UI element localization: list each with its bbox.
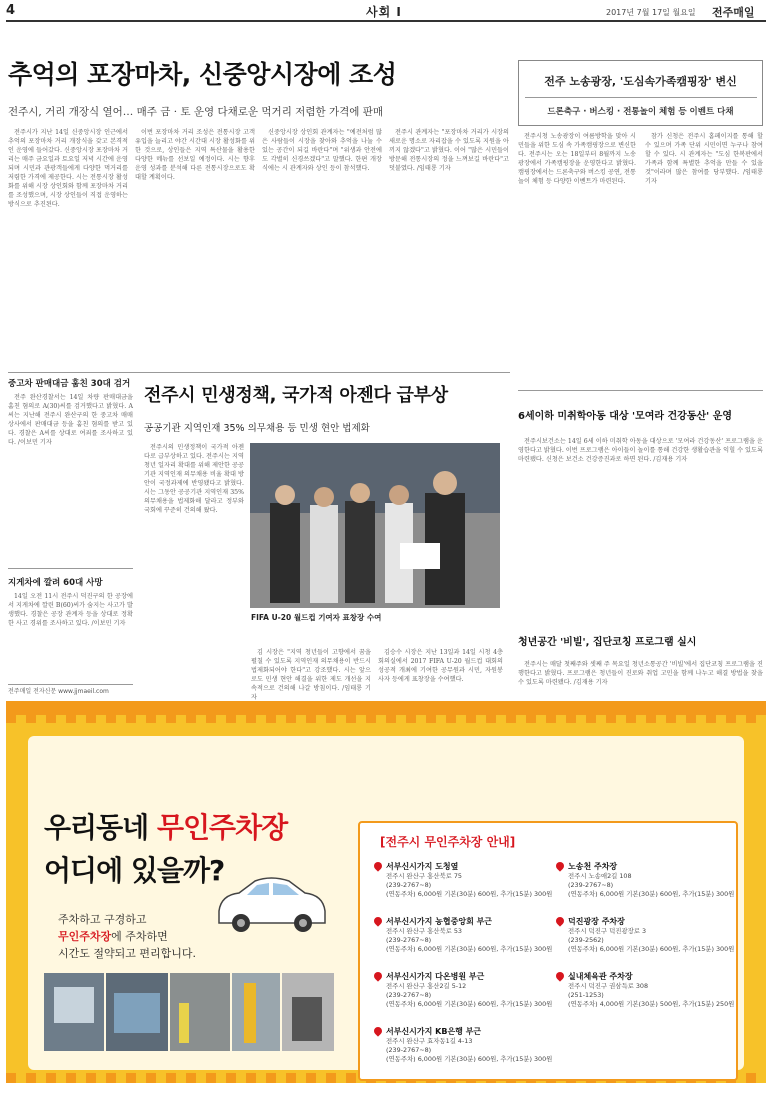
ad-pitch-highlight: 무인주차장: [58, 930, 112, 943]
issue-date: 2017년 7월 17일 월요일: [606, 8, 696, 17]
lot-name: 노송천 주차장: [556, 861, 756, 872]
paper-name: 전주매일: [712, 6, 755, 19]
lot-phone: (251-1253): [568, 991, 604, 999]
lot-phone: (239-2767~8): [386, 881, 432, 889]
parking-advertisement: [6, 701, 766, 1083]
box-story-subhead: 드론축구 · 버스킹 · 전통놀이 체험 등 이벤트 다채: [547, 107, 734, 117]
page-number: 4: [6, 3, 16, 18]
lot-name: 실내체육관 주차장: [556, 971, 756, 982]
masthead: [6, 2, 766, 22]
lot-phone: (239-2767~8): [568, 881, 614, 889]
main-story-col-4: 전주시 관계자는 "포장마차 거리가 시장의 새로운 명소로 자리잡을 수 있도록 지원을 아끼지 않겠다"고 밝혔다. 이어 "많은 시민들이 방문해 전통시장의 정을 느껴보길 바란다"고 덧붙였다. /임태룡 기자: [389, 129, 509, 172]
ad-headline-plain: 우리동네: [44, 811, 157, 844]
parking-lot-item: [556, 861, 756, 899]
parking-lot-item: [374, 971, 574, 1009]
side-news-title-2: 지게차에 깔려 60대 사망: [8, 578, 103, 588]
lot-name: 서부신시가지 다온병원 부근: [374, 971, 574, 982]
side-news-body-2: 14일 오전 11시 전주시 덕진구의 한 공장에서 지게차에 깔린 B(60)씨가 숨지는 사고가 발생했다. 경찰은 공장 관계자 등을 상대로 정확한 사고 경위를 조사하고 있다. /이보민 기자: [8, 593, 133, 627]
lot-address: 전주시 완산구 효자동1길 4-13: [386, 1037, 473, 1045]
lot-fee: (연동주차) 6,000원 기본(30분) 600원, 추가(15분) 300원: [386, 1055, 553, 1063]
lot-name: 서부신시가지 농협중앙회 부근: [374, 916, 574, 927]
parking-lot-item: [374, 861, 574, 899]
lot-fee: (연동주차) 6,000원 기본(30분) 600원, 추가(15분) 300원: [386, 890, 553, 898]
divider: [8, 568, 133, 569]
lot-name: 서부신시가지 KB은행 부근: [374, 1026, 574, 1037]
lot-address: 전주시 완산구 홍산2길 5-12: [386, 982, 467, 990]
lot-fee: (연동주차) 6,000원 기본(30분) 600원, 추가(15분) 300원: [386, 1000, 553, 1008]
lot-fee: (연동주차) 4,000원 기본(30분) 500원, 추가(15분) 250원: [568, 1000, 735, 1008]
ad-pitch-line-1: 주차하고 구경하고: [58, 913, 147, 926]
lot-name: 서부신시가지 도청옆: [374, 861, 574, 872]
ad-pitch-tail: 에 주차하면: [111, 930, 168, 943]
story-two-subhead: 공공기관 지역인재 35% 의무채용 등 민생 현안 법제화: [144, 423, 370, 434]
photo-caption-title: FIFA U-20 월드컵 기여자 표창장 수여: [251, 613, 382, 622]
parking-lot-item: [556, 916, 756, 954]
lot-phone: (239-2767~8): [386, 1046, 432, 1054]
box-story-header: [518, 60, 763, 126]
lot-address: 전주시 덕진구 권삼득로 308: [568, 982, 649, 990]
ad-headline-highlight: 무인주차장: [156, 811, 288, 844]
lot-address: 전주시 노송애2길 108: [568, 872, 632, 880]
footer-credit: 전주매일 전자신문 www.jjmaeil.com: [8, 688, 109, 695]
story-two-col-1: 전주시의 민생정책이 국가적 아젠다로 급부상하고 있다. 전주시는 지역 청년 일자리 확대를 위해 제안한 공공기관 지역인재 의무채용 비율 확대 방안이 국정과제에 반영됐다고 밝혔다. 시는 그동안 공공기관 지역인재 35% 의무채용을 법제화해 달라고 정부와 국회에 꾸준히 건의해 왔다.: [144, 444, 244, 514]
story-two-col-3: 김승수 시장은 지난 13일과 14일 시청 4층 회의실에서 2017 FIFA U-20 월드컵 대회의 성공적 개최에 기여한 공무원과 시민, 자원봉사자 등에게 표창장을 수여했다.: [378, 649, 503, 683]
box-story-title: 전주 노송광장, '도심속가족캠핑장' 변신: [544, 75, 737, 88]
right-news-title-2: 청년공간 '비빌', 집단코칭 프로그램 실시: [518, 637, 697, 648]
lot-address: 전주시 완산구 홍산북로 75: [386, 872, 462, 880]
lot-fee: (연동주차) 6,000원 기본(30분) 600원, 추가(15분) 300원: [386, 945, 553, 953]
lot-phone: (239-2767~8): [386, 991, 432, 999]
lot-fee: (연동주차) 6,000원 기본(30분) 600원, 추가(15분) 300원: [568, 890, 735, 898]
box-divider: [525, 97, 757, 98]
parking-lot-board: [358, 821, 738, 1081]
story-two-col-2: 김 시장은 "지역 청년들이 고향에서 꿈을 펼칠 수 있도록 지역인재 의무채용이 반드시 법제화되어야 한다"고 강조했다. 시는 앞으로도 민생 현안 해결을 위한 제도 개선을 지속적으로 건의해 나갈 방침이다. /임태룡 기자: [251, 649, 371, 701]
parking-lot-item: [374, 1026, 574, 1064]
box-story-col-1: 전주시청 노송광장이 여름방학을 맞아 시민들을 위한 도심 속 가족캠핑장으로 변신한다. 전주시는 오는 18일부터 8월까지 노송광장에서 가족캠핑장을 운영한다고 밝혔다. 캠핑장에서는 드론축구와 버스킹 공연, 전통놀이 체험 등 다양한 이벤트가 마련된다.: [518, 133, 636, 185]
main-story-col-3: 신중앙시장 상인회 관계자는 "예전처럼 많은 사람들이 시장을 찾아와 추억을 나눌 수 있는 공간이 되길 바란다"며 "위생과 안전에도 각별히 신경쓰겠다"고 말했다. 한편 개장식에는 시 관계자와 상인 등이 참석했다.: [262, 129, 382, 172]
story-two-headline: 전주시 민생정책, 국가적 아젠다 급부상: [144, 385, 448, 406]
parking-lot-photos: [44, 973, 334, 1051]
side-news-title-1: 중고차 판매대금 훔친 30대 검거: [8, 379, 131, 389]
lot-address: 전주시 완산구 홍산북로 53: [386, 927, 462, 935]
main-story-col-1: 전주시가 지난 14일 신중앙시장 인근에서 추억의 포장마차 거리 개장식을 갖고 본격적인 운영에 들어갔다. 신중앙시장 포장마차 거리는 매주 금요일과 토요일 저녁 시간에 운영되며 시민과 관광객들에게 다양한 먹거리를 저렴한 가격에 제공한다. 시는 전통시장 활성화를 위해 시장 상인회와 함께 포장마차 거리를 조성했으며, 시장 상인들이 직접 운영하는 방식으로 추진된다.: [8, 129, 128, 208]
lot-name: 덕진광장 주차장: [556, 916, 756, 927]
right-news-body-2: 전주시는 매달 첫째주와 셋째 주 목요일 청년소통공간 '비빌'에서 집단코칭 프로그램을 진행한다고 밝혔다. 프로그램은 청년들이 진로와 취업 고민을 함께 나누고 해결 방법을 찾을 수 있도록 마련됐다. /김재용 기자: [518, 661, 763, 686]
parking-lot-item: [556, 971, 756, 1009]
car-icon: [211, 873, 331, 937]
lot-fee: (연동주차) 6,000원 기본(30분) 600원, 추가(15분) 300원: [568, 945, 735, 953]
box-story-col-2: 참가 신청은 전주시 홈페이지를 통해 할 수 있으며 가족 단위 시민이면 누구나 참여할 수 있다. 시 관계자는 "도심 한복판에서 가족과 함께 특별한 추억을 만들 수 있을 것"이라며 많은 참여를 당부했다. /임태룡 기자: [645, 133, 763, 185]
main-headline: 추억의 포장마차, 신중앙시장에 조성: [8, 60, 397, 89]
lot-phone: (239-2562): [568, 936, 604, 944]
right-news-body-1: 전주시보건소는 14일 6세 이하 미취학 아동을 대상으로 '모여라 건강동산' 프로그램을 운영한다고 밝혔다. 이번 프로그램은 아이들이 놀이를 통해 건강한 생활습관을 익힐 수 있도록 마련됐다. 신청은 보건소 건강증진과로 하면 된다. /김재용 기자: [518, 438, 763, 463]
parking-lot-item: [374, 916, 574, 954]
right-news-title-1: 6세이하 미취학아동 대상 '모여라 건강동산' 운영: [518, 411, 733, 422]
board-title: [전주시 무인주차장 안내]: [380, 835, 516, 849]
divider: [518, 390, 763, 391]
section-title: 사회 Ⅰ: [366, 5, 402, 19]
main-story-col-2: 이번 포장마차 거리 조성은 전통시장 고객 유입을 늘리고 야간 시간대 시장 활성화를 위한 것으로, 상인들은 지역 특산물을 활용한 다양한 메뉴를 선보일 예정이다. 시는 향후 운영 성과를 분석해 다른 전통시장으로도 확대할 계획이다.: [135, 129, 255, 181]
divider: [8, 684, 133, 685]
award-ceremony-photo: [250, 443, 500, 608]
lot-address: 전주시 덕진구 덕진광장로 3: [568, 927, 647, 935]
ad-headline: [44, 806, 287, 846]
main-subhead: 전주시, 거리 개장식 열어… 매주 금 · 토 운영 다채로운 먹거리 저렴한 가격에 판매: [8, 106, 383, 118]
lot-phone: (239-2767~8): [386, 936, 432, 944]
ad-headline-2: 어디에 있을까?: [44, 854, 225, 887]
divider: [8, 372, 510, 373]
ad-pitch-line-3: 시간도 절약되고 편리합니다.: [58, 947, 197, 960]
side-news-body-1: 전주 완산경찰서는 14일 차량 판매대금을 훔친 혐의로 A(30)씨를 검거했다고 밝혔다. A씨는 지난해 전주시 완산구의 한 중고차 매매상사에서 판매대금 등을 훔친 혐의를 받고 있다. 경찰은 A씨를 상대로 여죄를 조사하고 있다. /이보민 기자: [8, 394, 133, 446]
ad-top-stripe: [6, 715, 766, 723]
